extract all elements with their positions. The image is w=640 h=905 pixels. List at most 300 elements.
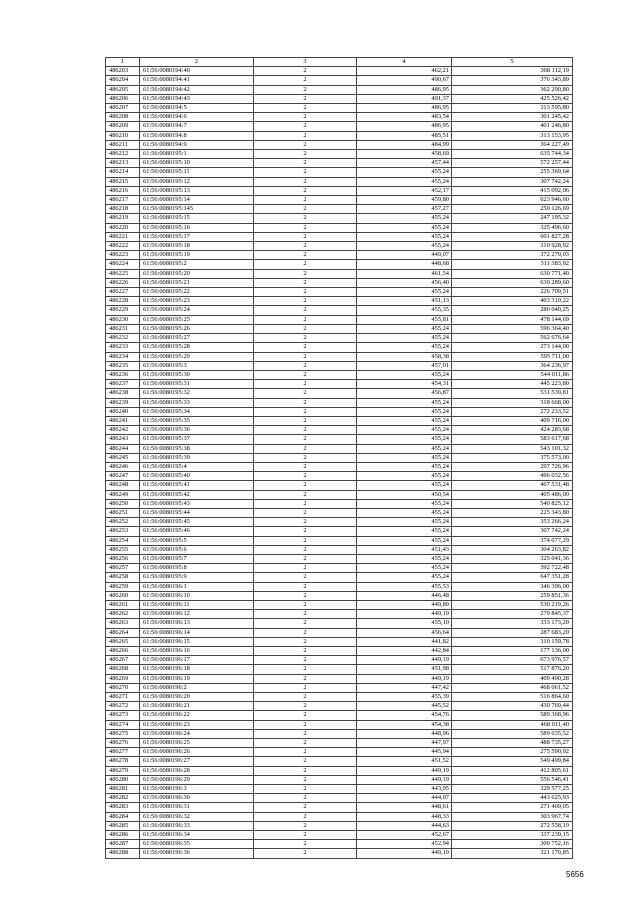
table-row xyxy=(106,554,573,563)
table-cell: 61:56:0080196:12 xyxy=(140,610,254,619)
table-cell: 457,01 xyxy=(357,361,452,370)
table-cell: 61:56:0080195:28 xyxy=(140,343,254,352)
table-cell: 486211 xyxy=(106,140,140,149)
table-cell: 2 xyxy=(254,186,357,195)
table-cell: 455,24 xyxy=(357,527,452,536)
table-cell: 486246 xyxy=(106,462,140,471)
table-row xyxy=(106,775,573,784)
table-cell: 2 xyxy=(254,545,357,554)
table-cell: 455,24 xyxy=(357,343,452,352)
table-cell: 2 xyxy=(254,683,357,692)
table-cell: 374 077,29 xyxy=(452,536,573,545)
table-cell: 313 153,95 xyxy=(452,131,573,140)
table-cell: 321 170,85 xyxy=(452,849,573,858)
table-cell: 455,24 xyxy=(357,324,452,333)
table-cell: 61:56:0080195:43 xyxy=(140,499,254,508)
table-row xyxy=(106,600,573,609)
table-cell: 61:56:0080196:16 xyxy=(140,647,254,656)
table-cell: 2 xyxy=(254,462,357,471)
table-cell: 61:56:0080195:14 xyxy=(140,196,254,205)
table-cell: 61:56:0080195:21 xyxy=(140,278,254,287)
table-cell: 61:56:0080196:2 xyxy=(140,683,254,692)
table-cell: 589 035,52 xyxy=(452,729,573,738)
table-cell: 310 928,92 xyxy=(452,242,573,251)
table-cell: 486241 xyxy=(106,416,140,425)
table-cell: 486209 xyxy=(106,122,140,131)
table-cell: 455,24 xyxy=(357,518,452,527)
column-header: 2 xyxy=(140,58,254,67)
table-cell: 61:56:0080196:15 xyxy=(140,637,254,646)
table-row xyxy=(106,472,573,481)
table-cell: 61:56:0080195:7 xyxy=(140,554,254,563)
table-cell: 61:56:0080195:32 xyxy=(140,389,254,398)
table-cell: 61:56:0080195:20 xyxy=(140,269,254,278)
table-cell: 61:56:0080195:12 xyxy=(140,177,254,186)
table-cell: 61:56:0080196:24 xyxy=(140,729,254,738)
table-cell: 486227 xyxy=(106,288,140,297)
table-cell: 486239 xyxy=(106,398,140,407)
table-row xyxy=(106,573,573,582)
table-row xyxy=(106,729,573,738)
table-cell: 454,31 xyxy=(357,380,452,389)
table-cell: 583 617,68 xyxy=(452,435,573,444)
table-row xyxy=(106,407,573,416)
table-cell: 337 239,15 xyxy=(452,831,573,840)
table-cell: 455,24 xyxy=(357,407,452,416)
table-cell: 61:56:0080196:14 xyxy=(140,628,254,637)
table-cell: 2 xyxy=(254,591,357,600)
table-cell: 491,37 xyxy=(357,94,452,103)
table-cell: 486255 xyxy=(106,545,140,554)
table-cell: 572 257,44 xyxy=(452,159,573,168)
table-row xyxy=(106,435,573,444)
table-cell: 61:56:0080195:13 xyxy=(140,186,254,195)
table-cell: 61:56:0080194:43 xyxy=(140,94,254,103)
table-row xyxy=(106,370,573,379)
table-cell: 457,44 xyxy=(357,159,452,168)
table-cell: 61:56:0080195:15 xyxy=(140,214,254,223)
table-cell: 455,24 xyxy=(357,462,452,471)
table-cell: 2 xyxy=(254,536,357,545)
table-cell: 447,97 xyxy=(357,739,452,748)
table-row xyxy=(106,785,573,794)
table-cell: 61:56:0080195:6 xyxy=(140,545,254,554)
table-row xyxy=(106,481,573,490)
header-row xyxy=(106,58,573,67)
table-cell: 61:56:0080195:34 xyxy=(140,407,254,416)
table-row xyxy=(106,324,573,333)
table-row xyxy=(106,582,573,591)
table-cell: 486212 xyxy=(106,150,140,159)
table-row xyxy=(106,104,573,113)
table-cell: 455,24 xyxy=(357,453,452,462)
table-cell: 486265 xyxy=(106,637,140,646)
table-cell: 61:56:0080195:29 xyxy=(140,352,254,361)
column-header: 4 xyxy=(357,58,452,67)
table-cell: 2 xyxy=(254,159,357,168)
table-cell: 486260 xyxy=(106,591,140,600)
table-cell: 61:56:0080196:21 xyxy=(140,702,254,711)
table-row xyxy=(106,122,573,131)
table-row xyxy=(106,168,573,177)
table-cell: 486,95 xyxy=(357,85,452,94)
table-row xyxy=(106,674,573,683)
table-cell: 601 827,28 xyxy=(452,232,573,241)
table-cell: 2 xyxy=(254,435,357,444)
table-cell: 61:56:0080196:13 xyxy=(140,619,254,628)
table-cell: 486219 xyxy=(106,214,140,223)
table-cell: 486256 xyxy=(106,554,140,563)
table-row xyxy=(106,812,573,821)
table-cell: 486253 xyxy=(106,527,140,536)
table-cell: 486226 xyxy=(106,278,140,287)
table-cell: 455,24 xyxy=(357,334,452,343)
table-cell: 318 668,00 xyxy=(452,398,573,407)
table-cell: 2 xyxy=(254,564,357,573)
table-row xyxy=(106,453,573,462)
table-cell: 61:56:0080195:38 xyxy=(140,444,254,453)
table-cell: 486232 xyxy=(106,334,140,343)
table-row xyxy=(106,159,573,168)
table-row xyxy=(106,665,573,674)
table-cell: 449,19 xyxy=(357,775,452,784)
table-cell: 467 531,48 xyxy=(452,481,573,490)
table-cell: 623 946,60 xyxy=(452,196,573,205)
table-cell: 2 xyxy=(254,361,357,370)
table-cell: 486270 xyxy=(106,683,140,692)
table-cell: 455,24 xyxy=(357,426,452,435)
table-cell: 61:56:0080196:19 xyxy=(140,674,254,683)
table-cell: 486243 xyxy=(106,435,140,444)
table-cell: 61:56:0080196:17 xyxy=(140,656,254,665)
table-cell: 451,13 xyxy=(357,297,452,306)
table-cell: 2 xyxy=(254,288,357,297)
table-cell: 486238 xyxy=(106,389,140,398)
table-cell: 486261 xyxy=(106,600,140,609)
table-cell: 486278 xyxy=(106,757,140,766)
table-cell: 486272 xyxy=(106,702,140,711)
table-cell: 61:56:0080195:24 xyxy=(140,306,254,315)
table-cell: 455,24 xyxy=(357,536,452,545)
table-cell: 449,89 xyxy=(357,600,452,609)
table-cell: 287 683,20 xyxy=(452,628,573,637)
table-cell: 61:56:0080196:20 xyxy=(140,693,254,702)
table-cell: 2 xyxy=(254,453,357,462)
table-cell: 486206 xyxy=(106,94,140,103)
table-cell: 61:56:0080194:8 xyxy=(140,131,254,140)
table-cell: 61:56:0080195:4 xyxy=(140,462,254,471)
table-row xyxy=(106,214,573,223)
table-cell: 2 xyxy=(254,812,357,821)
table-cell: 455,24 xyxy=(357,481,452,490)
table-cell: 61:56:0080195:2 xyxy=(140,260,254,269)
table-cell: 455,24 xyxy=(357,168,452,177)
table-cell: 455,35 xyxy=(357,306,452,315)
table-cell: 458,38 xyxy=(357,352,452,361)
table-cell: 2 xyxy=(254,637,357,646)
table-cell: 61:56:0080195:39 xyxy=(140,453,254,462)
table-cell: 271 409,05 xyxy=(452,803,573,812)
table-cell: 2 xyxy=(254,739,357,748)
table-row xyxy=(106,766,573,775)
table-cell: 447,42 xyxy=(357,683,452,692)
table-cell: 2 xyxy=(254,380,357,389)
table-cell: 2 xyxy=(254,426,357,435)
table-cell: 61:56:0080196:32 xyxy=(140,812,254,821)
table-cell: 2 xyxy=(254,757,357,766)
table-cell: 313 595,80 xyxy=(452,104,573,113)
table-cell: 486262 xyxy=(106,610,140,619)
table-cell: 455,24 xyxy=(357,223,452,232)
table-cell: 61:56:0080194:41 xyxy=(140,76,254,85)
table-cell: 2 xyxy=(254,334,357,343)
column-header: 3 xyxy=(254,58,357,67)
table-row xyxy=(106,499,573,508)
table-cell: 455,24 xyxy=(357,564,452,573)
table-cell: 61:56:0080195:33 xyxy=(140,398,254,407)
table-cell: 451,43 xyxy=(357,545,452,554)
table-cell: 2 xyxy=(254,352,357,361)
table-cell: 486263 xyxy=(106,619,140,628)
table-cell: 456,87 xyxy=(357,389,452,398)
table-cell: 2 xyxy=(254,113,357,122)
table-cell: 2 xyxy=(254,647,357,656)
table-cell: 488 735,27 xyxy=(452,739,573,748)
table-cell: 2 xyxy=(254,242,357,251)
table-cell: 449,07 xyxy=(357,251,452,260)
table-cell: 486210 xyxy=(106,131,140,140)
table-cell: 392 722,48 xyxy=(452,564,573,573)
table-cell: 486242 xyxy=(106,426,140,435)
table-cell: 2 xyxy=(254,269,357,278)
table-cell: 2 xyxy=(254,527,357,536)
table-cell: 2 xyxy=(254,518,357,527)
table-cell: 486221 xyxy=(106,232,140,241)
table-cell: 61:56:0080194:42 xyxy=(140,85,254,94)
table-cell: 451,98 xyxy=(357,665,452,674)
table-cell: 486230 xyxy=(106,315,140,324)
table-row xyxy=(106,536,573,545)
table-cell: 486277 xyxy=(106,748,140,757)
table-cell: 486279 xyxy=(106,766,140,775)
table-cell: 2 xyxy=(254,343,357,352)
table-row xyxy=(106,196,573,205)
table-cell: 61:56:0080196:11 xyxy=(140,600,254,609)
table-row xyxy=(106,748,573,757)
table-row xyxy=(106,223,573,232)
data-table xyxy=(105,57,573,859)
column-header: 1 xyxy=(106,58,140,67)
table-cell: 259 851,36 xyxy=(452,591,573,600)
table-cell: 449,19 xyxy=(357,849,452,858)
table-row xyxy=(106,444,573,453)
table-cell: 2 xyxy=(254,104,357,113)
table-cell: 304 263,82 xyxy=(452,545,573,554)
table-row xyxy=(106,232,573,241)
table-cell: 61:56:0080195:8 xyxy=(140,564,254,573)
table-cell: 448,68 xyxy=(357,260,452,269)
table-cell: 273 144,00 xyxy=(452,343,573,352)
table-cell: 2 xyxy=(254,674,357,683)
table-row xyxy=(106,343,573,352)
table-cell: 486251 xyxy=(106,508,140,517)
table-row xyxy=(106,527,573,536)
table-cell: 2 xyxy=(254,748,357,757)
table-cell: 486283 xyxy=(106,803,140,812)
table-cell: 61:56:0080195:36 xyxy=(140,426,254,435)
table-cell: 2 xyxy=(254,140,357,149)
table-row xyxy=(106,113,573,122)
table-cell: 2 xyxy=(254,214,357,223)
table-cell: 2 xyxy=(254,168,357,177)
table-cell: 403 310,22 xyxy=(452,297,573,306)
table-cell: 444,07 xyxy=(357,794,452,803)
table-cell: 61:56:0080195:41 xyxy=(140,481,254,490)
table-row xyxy=(106,591,573,600)
table-row xyxy=(106,518,573,527)
table-cell: 2 xyxy=(254,840,357,849)
table-cell: 2 xyxy=(254,665,357,674)
table-cell: 478 144,69 xyxy=(452,315,573,324)
table-row xyxy=(106,352,573,361)
table-cell: 61:56:0080195:9 xyxy=(140,573,254,582)
table-cell: 279 845,37 xyxy=(452,610,573,619)
table-row xyxy=(106,490,573,499)
table-cell: 2 xyxy=(254,177,357,186)
table-cell: 2 xyxy=(254,398,357,407)
table-row xyxy=(106,720,573,729)
table-cell: 455,24 xyxy=(357,444,452,453)
table-cell: 486220 xyxy=(106,223,140,232)
table-cell: 486286 xyxy=(106,831,140,840)
table-cell: 486204 xyxy=(106,76,140,85)
table-row xyxy=(106,757,573,766)
table-cell: 455,24 xyxy=(357,573,452,582)
table-row xyxy=(106,831,573,840)
table-cell: 2 xyxy=(254,94,357,103)
table-cell: 61:56:0080195:1 xyxy=(140,150,254,159)
table-cell: 486275 xyxy=(106,729,140,738)
table-cell: 484,99 xyxy=(357,140,452,149)
table-row xyxy=(106,656,573,665)
table-cell: 452,17 xyxy=(357,186,452,195)
table-cell: 540 825,12 xyxy=(452,499,573,508)
table-cell: 448,33 xyxy=(357,812,452,821)
table-cell: 486234 xyxy=(106,352,140,361)
table-cell: 443,95 xyxy=(357,785,452,794)
table-cell: 486264 xyxy=(106,628,140,637)
table-cell: 61:56:0080195:23 xyxy=(140,297,254,306)
table-row xyxy=(106,794,573,803)
table-cell: 486233 xyxy=(106,343,140,352)
table-cell: 61:56:0080195:30 xyxy=(140,370,254,379)
table-cell: 486207 xyxy=(106,104,140,113)
table-cell: 450,54 xyxy=(357,490,452,499)
table-row xyxy=(106,76,573,85)
table-cell: 61:56:0080196:1 xyxy=(140,582,254,591)
table-cell: 448,61 xyxy=(357,803,452,812)
table-row xyxy=(106,849,573,858)
table-cell: 589 368,96 xyxy=(452,711,573,720)
table-cell: 455,24 xyxy=(357,472,452,481)
column-header: 5 xyxy=(452,58,573,67)
table-row xyxy=(106,389,573,398)
table-cell: 486273 xyxy=(106,711,140,720)
table-cell: 346 396,00 xyxy=(452,582,573,591)
table-cell: 225 343,80 xyxy=(452,508,573,517)
table-cell: 455,24 xyxy=(357,242,452,251)
table-row xyxy=(106,334,573,343)
table-cell: 445,52 xyxy=(357,702,452,711)
table-cell: 297 726,96 xyxy=(452,462,573,471)
table-cell: 430 769,44 xyxy=(452,702,573,711)
table-cell: 486276 xyxy=(106,739,140,748)
table-cell: 2 xyxy=(254,573,357,582)
table-cell: 61:56:0080195:42 xyxy=(140,490,254,499)
table-cell: 61:56:0080196:29 xyxy=(140,775,254,784)
table-cell: 2 xyxy=(254,315,357,324)
table-cell: 486268 xyxy=(106,665,140,674)
table-cell: 353 266,24 xyxy=(452,518,573,527)
table-row xyxy=(106,545,573,554)
table-cell: 455,24 xyxy=(357,370,452,379)
table-cell: 177 136,00 xyxy=(452,647,573,656)
table-cell: 61:56:0080196:27 xyxy=(140,757,254,766)
table-cell: 61:56:0080195:44 xyxy=(140,508,254,517)
table-row xyxy=(106,840,573,849)
table-cell: 2 xyxy=(254,472,357,481)
table-cell: 455,24 xyxy=(357,554,452,563)
table-cell: 61:56:0080196:33 xyxy=(140,821,254,830)
table-cell: 61:56:0080195:11 xyxy=(140,168,254,177)
table-cell: 61:56:0080194:40 xyxy=(140,67,254,76)
table-cell: 455,24 xyxy=(357,416,452,425)
table-cell: 452,94 xyxy=(357,840,452,849)
table-row xyxy=(106,315,573,324)
table-cell: 2 xyxy=(254,766,357,775)
table-cell: 486250 xyxy=(106,499,140,508)
table-cell: 486203 xyxy=(106,67,140,76)
table-cell: 455,24 xyxy=(357,435,452,444)
table-cell: 483,54 xyxy=(357,113,452,122)
table-row xyxy=(106,131,573,140)
table-cell: 451,52 xyxy=(357,757,452,766)
table-cell: 647 351,28 xyxy=(452,573,573,582)
table-cell: 596 364,40 xyxy=(452,324,573,333)
table-cell: 486,95 xyxy=(357,104,452,113)
table-cell: 61:56:0080195:46 xyxy=(140,527,254,536)
table-cell: 61:56:0080194:7 xyxy=(140,122,254,131)
table-cell: 61:56:0080195:31 xyxy=(140,380,254,389)
table-cell: 272 558,19 xyxy=(452,821,573,830)
table-cell: 455,24 xyxy=(357,288,452,297)
table-cell: 455,81 xyxy=(357,315,452,324)
table-cell: 372 279,03 xyxy=(452,251,573,260)
table-cell: 2 xyxy=(254,600,357,609)
table-cell: 486215 xyxy=(106,177,140,186)
table-cell: 2 xyxy=(254,785,357,794)
table-cell: 452,67 xyxy=(357,831,452,840)
table-cell: 2 xyxy=(254,490,357,499)
table-row xyxy=(106,269,573,278)
table-cell: 455,24 xyxy=(357,214,452,223)
table-cell: 362 290,80 xyxy=(452,85,573,94)
table-cell: 2 xyxy=(254,803,357,812)
table-cell: 2 xyxy=(254,370,357,379)
table-cell: 325 041,36 xyxy=(452,554,573,563)
table-cell: 486235 xyxy=(106,361,140,370)
table-cell: 486258 xyxy=(106,573,140,582)
